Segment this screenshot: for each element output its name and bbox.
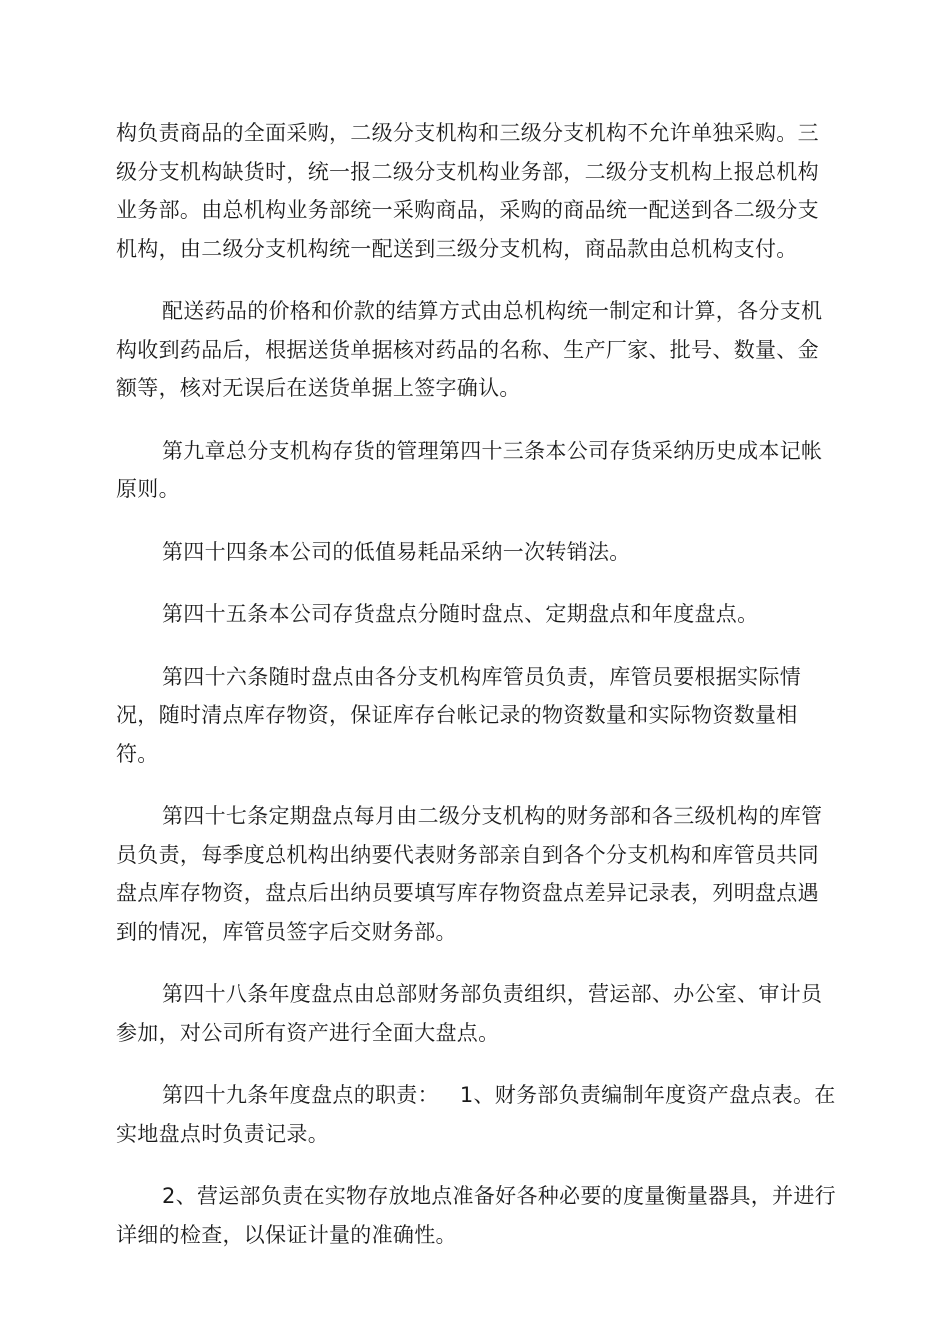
paragraph-article-47: 第四十七条定期盘点每月由二级分支机构的财务部和各三级机构的库管员负责，每季度总机构出纳要代表财务部亲自到各个分支机构和库管员共同盘点库存物资，盘点后出纳员要填写库存物资盘点差异记录表，列明盘点遇到的情况，库管员签字后交财务部。 xyxy=(116,804,823,944)
paragraph-drug-pricing: 配送药品的价格和价款的结算方式由总机构统一制定和计算，各分支机构收到药品后，根据送货单据核对药品的名称、生产厂家、批号、数量、金额等，核对无误后在送货单据上签字确认。 xyxy=(116,299,823,400)
paragraph-article-45: 第四十五条本公司存货盘点分随时盘点、定期盘点和年度盘点。 xyxy=(162,602,759,626)
paragraph-article-46: 第四十六条随时盘点由各分支机构库管员负责，库管员要根据实际情况，随时清点库存物资，保证库存台帐记录的物资数量和实际物资数量相符。 xyxy=(116,664,801,766)
paragraph-article-44: 第四十四条本公司的低值易耗品采纳一次转销法。 xyxy=(162,539,631,564)
document-body xyxy=(116,114,836,1278)
paragraph-chapter-9-article-43: 第九章总分支机构存货的管理第四十三条本公司存货采纳历史成本记帐原则。 xyxy=(116,438,823,501)
paragraph-article-49: 第四十九条年度盘点的职责： 1、财务部负责编制年度资产盘点表。在实地盘点时负责记录。 xyxy=(116,1083,836,1146)
paragraph-article-48: 第四十八条年度盘点由总部财务部负责组织，营运部、办公室、审计员参加，对公司所有资产进行全面大盘点。 xyxy=(116,982,823,1045)
paragraph-procurement: 构负责商品的全面采购，二级分支机构和三级分支机构不允许单独采购。三级分支机构缺货时，统一报二级分支机构业务部，二级分支机构上报总机构业务部。由总机构业务部统一采购商品，采购的商品统一配送到各二级分支机构，由二级分支机构统一配送到三级分支机构，商品款由总机构支付。 xyxy=(116,121,819,261)
paragraph-item-2: 2、营运部负责在实物存放地点准备好各种必要的度量衡量器具，并进行详细的检查，以保证计量的准确性。 xyxy=(116,1184,836,1247)
